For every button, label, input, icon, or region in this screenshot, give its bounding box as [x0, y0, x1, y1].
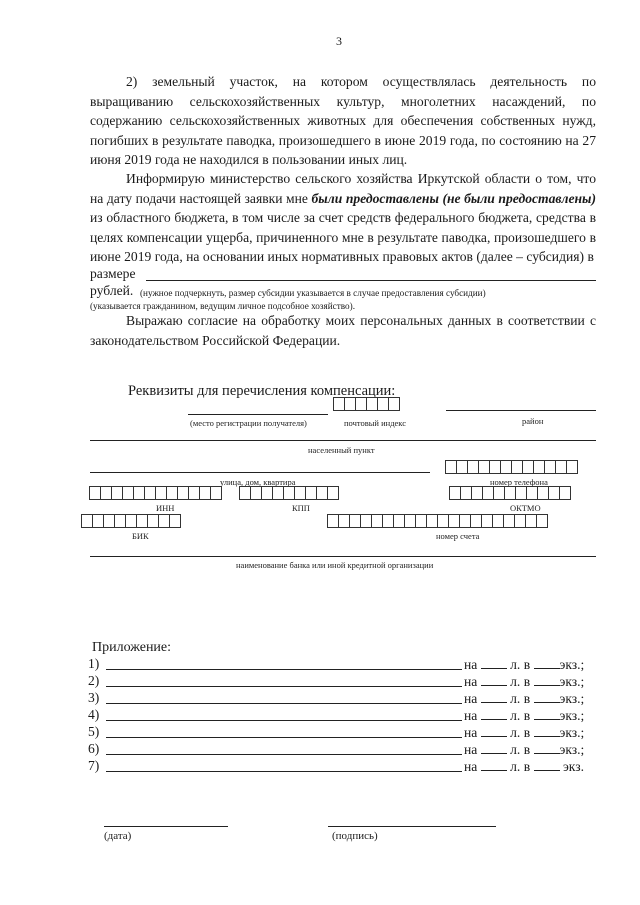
appendix-row-field[interactable]	[106, 669, 462, 670]
currency-label: рублей.	[90, 283, 134, 298]
pages-field[interactable]	[481, 690, 507, 703]
settlement-field[interactable]	[90, 440, 596, 441]
appendix-row: 7) на л. в экз.	[88, 758, 584, 774]
page-number: 3	[336, 34, 342, 48]
phone-label: номер телефона	[490, 477, 548, 487]
appendix-row-number: 4)	[88, 707, 100, 722]
signature-field[interactable]	[328, 826, 496, 827]
pages-field[interactable]	[481, 758, 507, 771]
info-emph-provided: были предоставлены	[311, 190, 439, 206]
inn-label: ИНН	[156, 503, 175, 513]
paragraph-consent	[90, 311, 596, 350]
postal-index-boxes[interactable]	[334, 397, 400, 411]
account-label: номер счета	[436, 531, 480, 541]
appendix-row: 1) на л. в экз.;	[88, 656, 585, 672]
info-emph-not-provided: (не были предоставлены)	[442, 190, 597, 206]
street-field[interactable]	[90, 472, 430, 473]
note-underline: (нужное подчеркнуть, размер субсидии указывается в случае предоставления субсидии)	[140, 288, 486, 298]
bik-boxes[interactable]	[82, 514, 181, 528]
reg-place-field[interactable]	[188, 414, 328, 415]
consent-text: Выражаю согласие на обработку моих персональных данных в соответствии с законодательством Российской Федерации.	[90, 313, 596, 348]
appendix-row: 5) на л. в экз.;	[88, 724, 585, 740]
info-text-2: из областного бюджета, в том числе за счет средств федерального бюджета, средства в целях компенсации ущерба, причиненного мне в результате паводка, произошедшего в июне 2019 года, на основании иных нормативных правовых актов (далее – субсидия) в	[90, 210, 596, 264]
reg-place-label: (место регистрации получателя)	[190, 418, 307, 428]
appendix-row-field[interactable]	[106, 703, 462, 704]
amount-field[interactable]	[146, 280, 596, 281]
info-text-1: Информирую министерство сельского хозяйства Иркутской области о том, что на дату подачи настоящей заявки мне	[90, 171, 596, 206]
settlement-label: населенный пункт	[308, 445, 375, 455]
copies-field[interactable]	[534, 758, 560, 771]
pages-field[interactable]	[481, 707, 507, 720]
appendix-row-number: 7)	[88, 758, 100, 773]
note-citizen: (указывается гражданином, ведущим личное подсобное хозяйство).	[90, 301, 355, 311]
paragraph-land	[90, 72, 596, 170]
phone-boxes[interactable]	[446, 460, 578, 474]
appendix-row: 2) на л. в экз.;	[88, 673, 585, 689]
appendix-row-field[interactable]	[106, 686, 462, 687]
district-field[interactable]	[446, 410, 596, 411]
appendix-row: 6) на л. в экз.;	[88, 741, 585, 757]
oktmo-label: ОКТМО	[510, 503, 541, 513]
appendix-row-number: 5)	[88, 724, 100, 739]
appendix-row-number: 1)	[88, 656, 100, 671]
appendix-row: 3) на л. в экз.;	[88, 690, 585, 706]
copies-field[interactable]	[534, 741, 560, 754]
pages-field[interactable]	[481, 673, 507, 686]
appendix-row-field[interactable]	[106, 754, 462, 755]
pages-field[interactable]	[481, 656, 507, 669]
appendix-row-number: 3)	[88, 690, 100, 705]
requisites-title: Реквизиты для перечисления компенсации:	[128, 383, 396, 399]
postal-index-label: почтовый индекс	[344, 418, 406, 428]
copies-field[interactable]	[534, 724, 560, 737]
appendix-row-field[interactable]	[106, 737, 462, 738]
copies-field[interactable]	[534, 673, 560, 686]
bik-label: БИК	[132, 531, 149, 541]
inn-boxes[interactable]	[90, 486, 222, 500]
date-field[interactable]	[104, 826, 228, 827]
appendix-row-number: 6)	[88, 741, 100, 756]
copies-field[interactable]	[534, 690, 560, 703]
bank-name-label: наименование банка или иной кредитной организации	[236, 560, 434, 570]
kpp-label: КПП	[292, 503, 310, 513]
appendix-row-number: 2)	[88, 673, 100, 688]
date-label: (дата)	[104, 830, 132, 842]
appendix-row: 4) на л. в экз.;	[88, 707, 585, 723]
paragraph-land-text: 2) земельный участок, на котором осуществлялась деятельность по выращиванию сельскохозяйственных культур, многолетних насаждений, по содержанию сельскохозяйственных животных для обеспечения собственных нужд, погибших в результате паводка, произошедшего в июне 2019 года, по состоянию на 27 июня 2019 года не находился в пользовании иных лиц.	[90, 74, 596, 167]
appendix-row-field[interactable]	[106, 720, 462, 721]
kpp-boxes[interactable]	[240, 486, 339, 500]
appendix-row-field[interactable]	[106, 771, 462, 772]
bank-name-field[interactable]	[90, 556, 596, 557]
oktmo-boxes[interactable]	[450, 486, 571, 500]
copies-field[interactable]	[534, 707, 560, 720]
pages-field[interactable]	[481, 741, 507, 754]
appendix-title: Приложение:	[92, 640, 172, 655]
street-label: улица, дом, квартира	[220, 477, 296, 487]
signature-label: (подпись)	[332, 830, 378, 842]
paragraph-info	[90, 169, 596, 267]
district-label: район	[522, 416, 544, 426]
pages-field[interactable]	[481, 724, 507, 737]
account-boxes[interactable]	[328, 514, 548, 528]
copies-field[interactable]	[534, 656, 560, 669]
amount-label: размере	[90, 266, 136, 281]
